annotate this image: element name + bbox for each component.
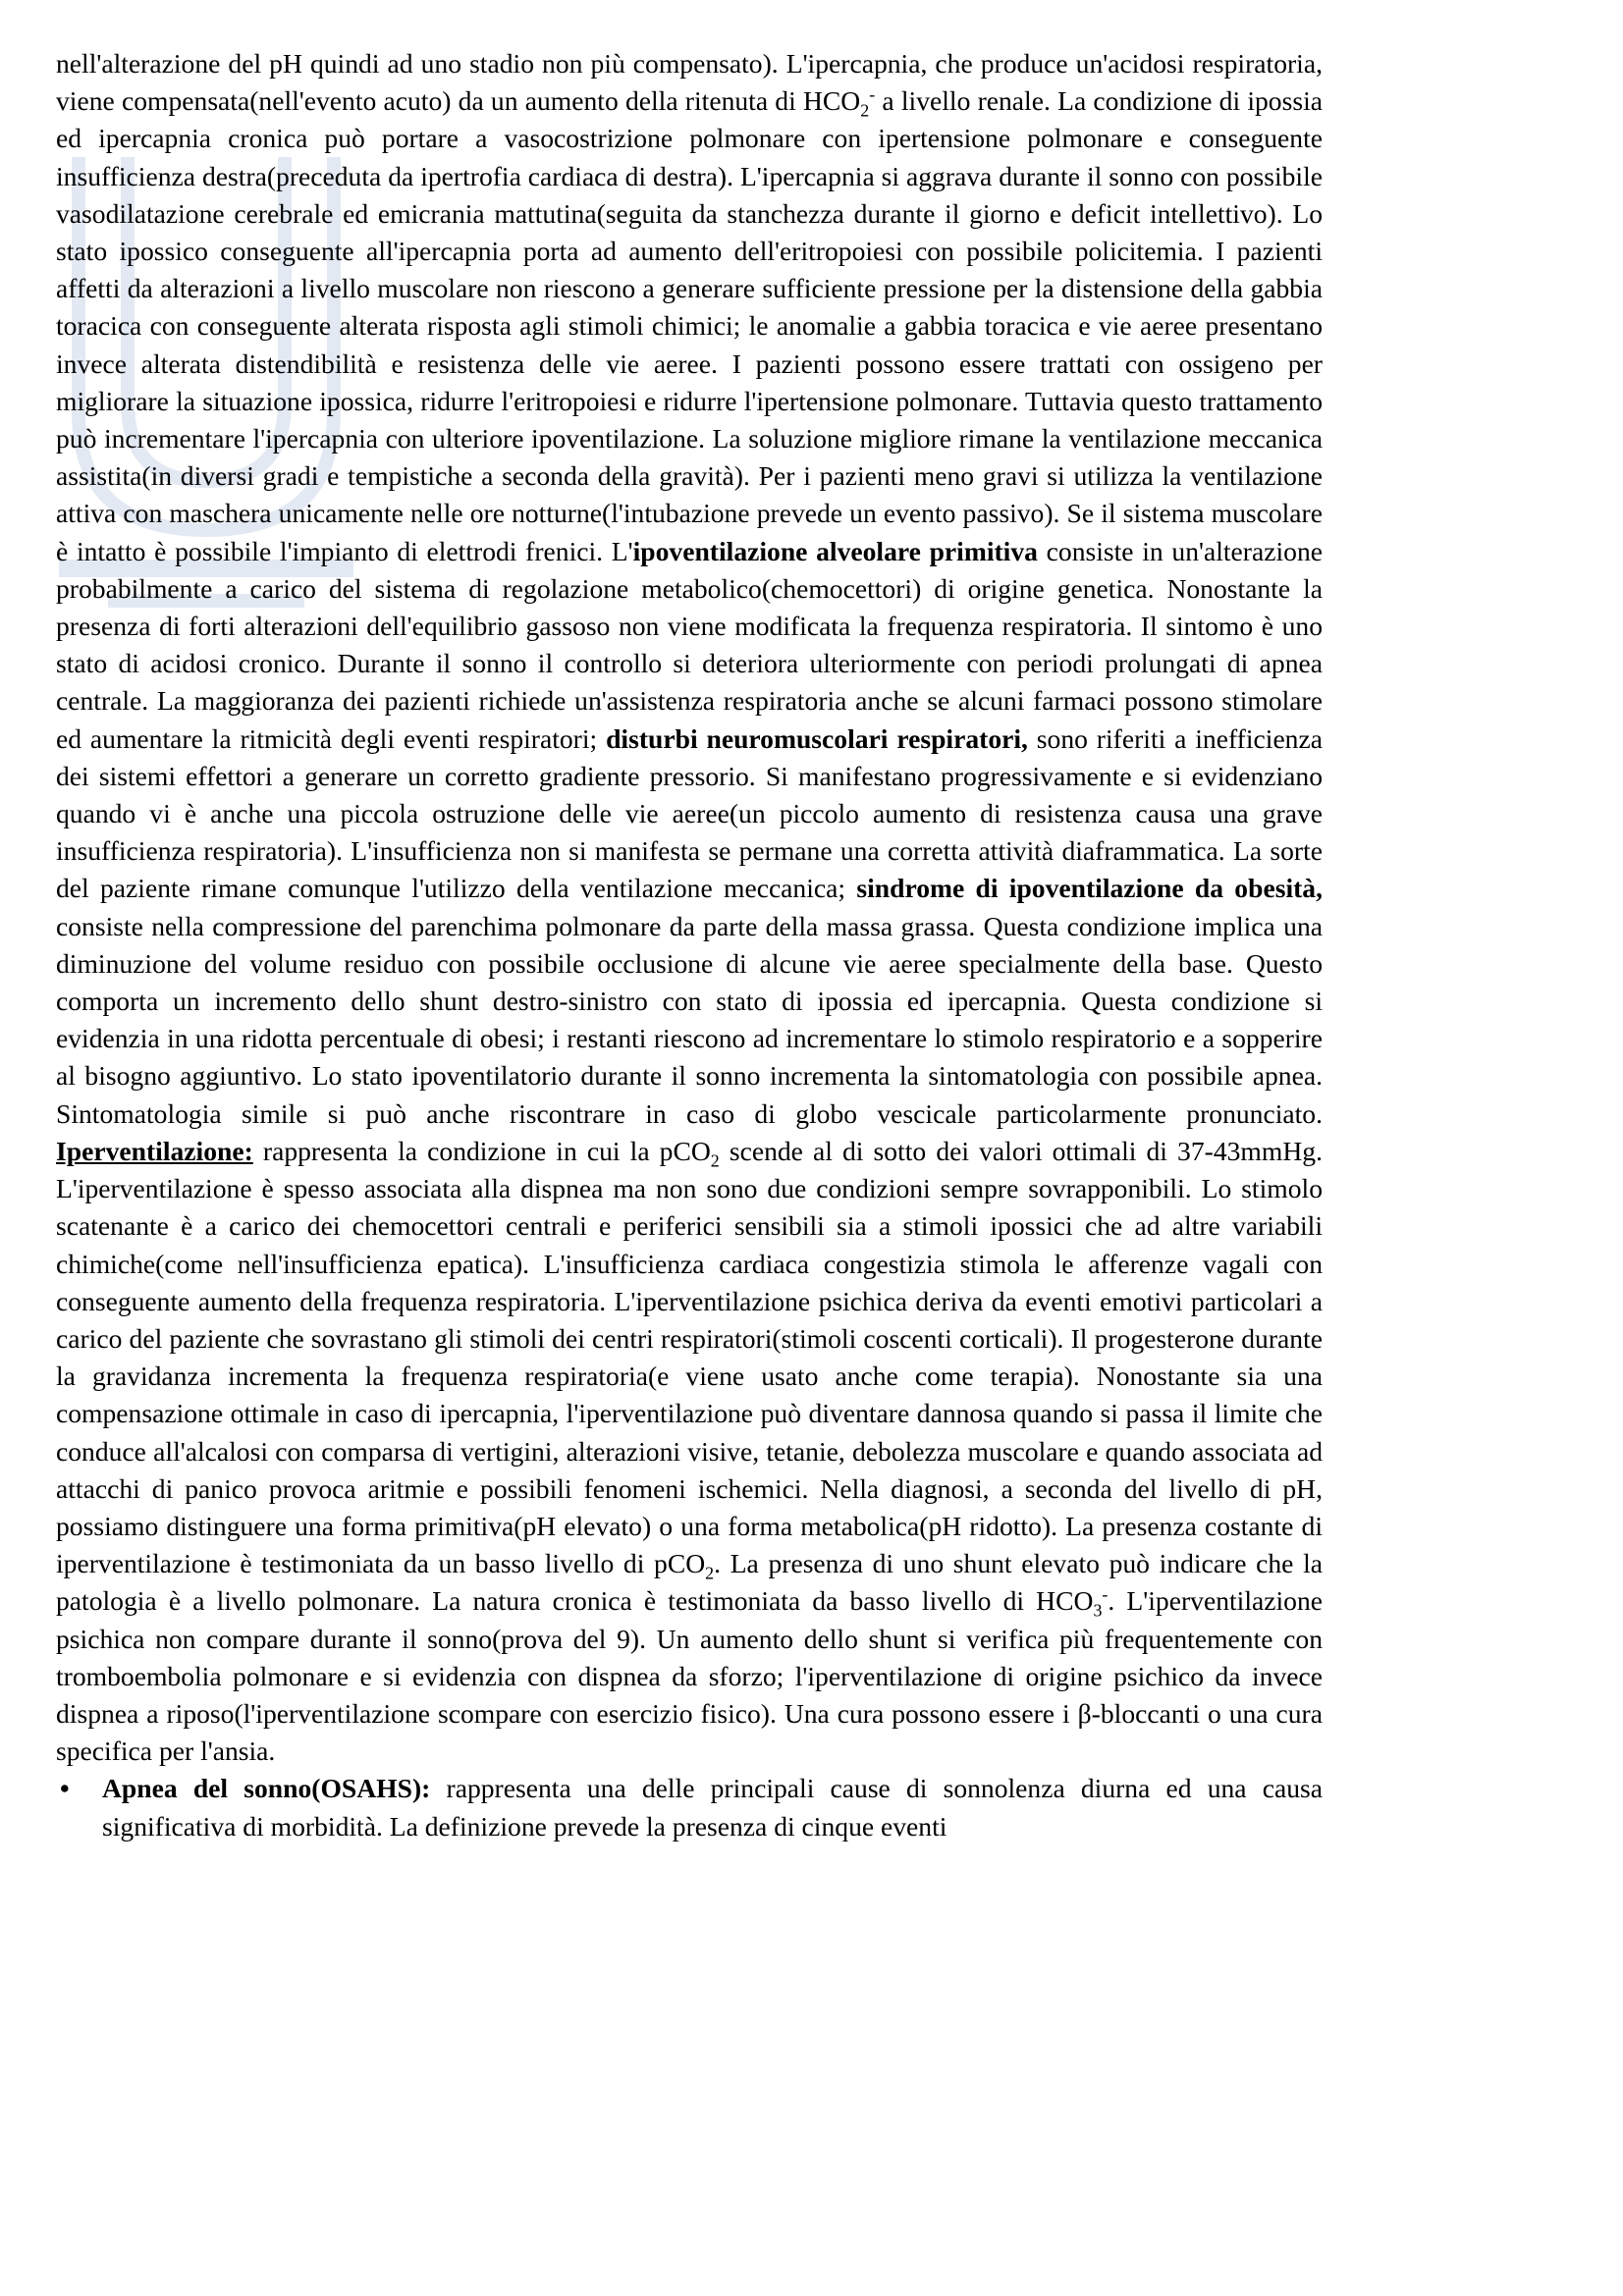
text-segment: . La presenza di uno shunt elevato può indicare che la patologia è a livello polmonare. La natura cronica è testimoniata da basso livello di HCO — [56, 1548, 1323, 1617]
main-paragraph — [56, 45, 1323, 1770]
term-sindrome-ipoventilazione-obesita: sindrome di ipoventilazione da obesità, — [856, 873, 1323, 904]
text-segment: rappresenta una delle principali cause di sonnolenza diurna ed una causa significativa di morbidità. La definizione prevede la presenza di cinque eventi — [102, 1773, 1323, 1842]
text-segment: consiste nella compressione del parenchima polmonare da parte della massa grassa. Questa condizione implica una diminuzione del volume residuo con possibile occlusione di alcune vie aeree specialmente della base. Questo comporta un incremento dello shunt destro-sinistro con stato di ipossia ed ipercapnia. Questa condizione si evidenzia in una ridotta percentuale di obesi; i restanti riescono ad incrementare lo stimolo respiratorio e a sopperire al bisogno aggiuntivo. Lo stato ipoventilatorio durante il sonno incrementa la sintomatologia con possibile apnea. Sintomatologia simile si può anche riscontrare in caso di globo vescicale particolarmente pronunciato. — [56, 910, 1323, 1129]
subscript: 2 — [710, 1150, 720, 1171]
term-iperventilazione: Iperventilazione: — [56, 1135, 253, 1166]
superscript: - — [869, 84, 876, 105]
document-body — [56, 45, 1323, 1845]
subscript: 3 — [1093, 1600, 1103, 1621]
term-apnea-del-sonno: Apnea del sonno(OSAHS): — [102, 1773, 431, 1804]
text-segment: nell'alterazione del pH quindi ad uno stadio non più compensato). L'ipercapnia, che produce un'acidosi respiratoria, viene compensata(nell'evento acuto) da un aumento della ritenuta di HCO — [56, 48, 1323, 117]
text-segment: consiste in un'alterazione probabilmente a carico del sistema di regolazione metabolico(chemocettori) di origine genetica. Nonostante la presenza di forti alterazioni dell'equilibrio gassoso non viene modificata la frequenza respiratoria. Il sintomo è uno stato di acidosi cronico. Durante il sonno il controllo si deteriora ulteriormente con periodi prolungati di apnea centrale. La maggioranza dei pazienti richiede un'assistenza respiratoria anche se alcuni farmaci possono stimolare ed aumentare la ritmicità degli eventi respiratori; — [56, 535, 1323, 754]
term-disturbi-neuromuscolari: disturbi neuromuscolari respiratori, — [606, 722, 1028, 754]
term-ipoventilazione-alveolare-primitiva: ipoventilazione alveolare primitiva — [632, 535, 1038, 566]
subscript: 2 — [860, 100, 870, 121]
superscript: - — [1102, 1584, 1109, 1605]
text-segment: a livello renale. La condizione di ipossia ed ipercapnia cronica può portare a vasocostrizione polmonare con ipertensione polmonare e conseguente insufficienza destra(preceduta da ipertrofia cardiaca di destra). L'ipercapnia si aggrava durante il sonno con possibile vasodilatazione cerebrale ed emicrania mattutina(seguita da stanchezza durante il giorno e deficit intellettivo). Lo stato ipossico conseguente all'ipercapnia porta ad aumento dell'eritropoiesi con possibile policitemia. I pazienti affetti da alterazioni a livello muscolare non riescono a generare sufficiente pressione per la distensione della gabbia toracica con conseguente alterata risposta agli stimoli chimici; le anomalie a gabbia toracica e vie aeree presentano invece alterata distendibilità e resistenza delle vie aeree. I pazienti possono essere trattati con ossigeno per migliorare la situazione ipossica, ridurre l'eritropoiesi e ridurre l'ipertensione polmonare. Tuttavia questo trattamento può incrementare l'ipercapnia con ulteriore ipoventilazione. La soluzione migliore rimane la ventilazione meccanica assistita(in diversi gradi e tempistiche a seconda della gravità). Per i pazienti meno gravi si utilizza la ventilazione attiva con maschera unicamente nelle ore notturne(l'intubazione prevede un evento passivo). Se il sistema muscolare è intatto è possibile l'impianto di elettrodi frenici. L' — [56, 85, 1323, 566]
text-segment: scende al di sotto dei valori ottimali di 37-43mmHg. L'iperventilazione è spesso associata alla dispnea ma non sono due condizioni sempre sovrapponibili. Lo stimolo scatenante è a carico dei chemocettori centrali e periferici sensibili sia a stimoli ipossici che ad altre variabili chimiche(come nell'insufficienza epatica). L'insufficienza cardiaca congestizia stimola le afferenze vagali con conseguente aumento della frequenza respiratoria. L'iperventilazione psichica deriva da eventi emotivi particolari a carico del paziente che sovrastano gli stimoli dei centri respiratori(stimoli coscenti corticali). Il progesterone durante la gravidanza incrementa la frequenza respiratoria(e viene usato anche come terapia). Nonostante sia una compensazione ottimale in caso di ipercapnia, l'iperventilazione può diventare dannosa quando si passa il limite che conduce all'alcalosi con comparsa di vertigini, alterazioni visive, tetanie, debolezza muscolare e quando associata ad attacchi di panico provoca aritmie e possibili fenomeni ischemici. Nella diagnosi, a seconda del livello di pH, possiamo distinguere una forma primitiva(pH elevato) o una forma metabolica(pH ridotto). La presenza costante di iperventilazione è testimoniata da un basso livello di pCO — [56, 1135, 1323, 1579]
bullet-icon: • — [60, 1773, 70, 1804]
bullet-item-apnea-del-sonno — [56, 1770, 1323, 1844]
text-segment: sono riferiti a inefficienza dei sistemi effettori a generare un corretto gradiente pressorio. Si manifestano progressivamente e si evidenziano quando vi è anche una piccola ostruzione delle vie aeree(un piccolo aumento di resistenza causa una grave insufficienza respiratoria). L'insufficienza non si manifesta se permane una corretta attività diaframmatica. La sorte del paziente rimane comunque l'utilizzo della ventilazione meccanica; — [56, 722, 1323, 904]
text-segment: rappresenta la condizione in cui la pCO — [252, 1135, 711, 1166]
text-segment: . L'iperventilazione psichica non compare durante il sonno(prova del 9). Un aumento dello shunt si verifica più frequentemente con tromboembolia polmonare e si evidenzia con dispnea da sforzo; l'iperventilazione di origine psichico da invece dispnea a riposo(l'iperventilazione scompare con esercizio fisico). Una cura possono essere i β-bloccanti o una cura specifica per l'ansia. — [56, 1585, 1323, 1767]
subscript: 2 — [705, 1563, 715, 1583]
